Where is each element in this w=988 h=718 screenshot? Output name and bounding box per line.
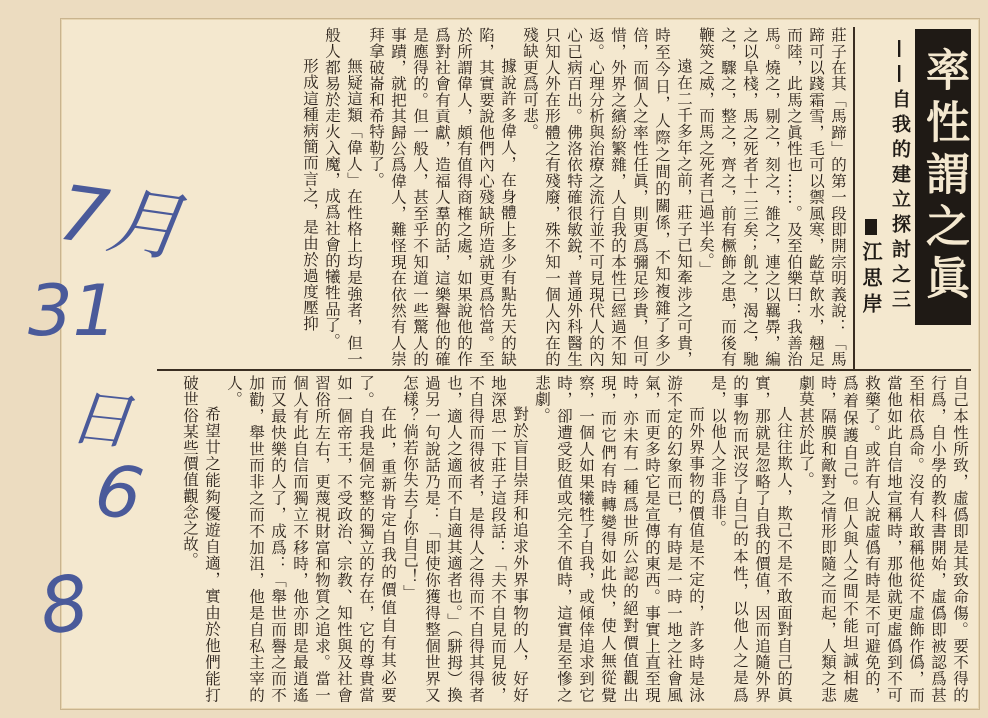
author-name: 江思岸 [859,241,883,319]
handwritten-year-suffix: 8 [34,557,95,652]
paragraph: 而外界事物的價值是不定的，許多時是泳游不定的幻象而已，有時是一時一地之社會風氣，而更多時它是宣傳的東西。事實上直至現時，亦未有一種爲世所公認的絕對價值觀出現，而它們有時轉變得如此快，使人無從覺察，一個人如果犧牲了自我，或傾倖追求到它時，卻遭受貶值或完全不值時，這實是至慘之悲劇。 [533,375,705,703]
lower-text-block [163,375,971,703]
section-divider [157,369,971,371]
paragraph: 形成這種病簡而言之，是由於過度壓抑 [301,58,319,332]
article-subtitle: ——自我的建立探討之三 [889,39,911,314]
handwritten-day: 31 [28,270,118,352]
paragraph: 人往往欺人，欺己不是不敢面對自己的眞實，那就是忽略了自我的價值，因而追隨外界的事物而泯沒了自己的本性，以他人之是爲是，以他人之非爲非。 [709,375,793,703]
author-marker-icon [865,219,877,235]
paragraph: 希望廿之能夠優遊自適，實由於他們能打破世俗某些價值觀念之故。 [181,375,221,703]
paragraph: 對於盲目崇拜和追求外界事物的人，好好地深思一下莊子這段話：「夫不自見而見彼，不自得而得彼者，是得人之得而不自得其得者也，適人之適而不自適其適者也。」（駢拇）換過另一句說話乃是：「即使你獲得整個世界又怎樣？倘若你失去了你自己！」 [401,375,529,703]
handwritten-day-mark: 日 [65,379,136,460]
paragraph: 無疑這類「偉人」在性格上均是強者，但一般人都易於走火入魔，成爲社會的犧牲品了。 [323,27,363,367]
paragraph: 遠在二千多年之前，莊子已知牽涉之可貴，時至今日，人際之間的關係，不知複雜了多少倍，而個人之率性任眞，則更爲彌足珍貴，但可惜，外界之繽紛繁雜，人自我的本性已經過不知返。心理分析與治療之流行並不可見現代人的內心已病百出。佛洛依特確很敏銳，普通外科醫生只知人外在形體之有殘廢，殊不知一個人內在的殘缺更爲可悲。 [521,27,693,367]
paragraph: 莊子在其「馬蹄」的第一段即開宗明義說：「馬蹄可以踐霜雪，毛可以禦風寒，齕草飲水，翹足而陸，此馬之眞性也……。及至伯樂曰：我善治馬。燒之，剔之，刻之，雒之，連之以羈馵，編之以阜棧，馬之死者十二三矣；飢之，渴之，馳之，驟之，整之，齊之，前有橛飾之患，而後有鞭筴之威，而馬之死者已過半矣。」 [697,27,847,367]
article-title: 率性謂之眞 [915,29,971,325]
handwritten-month: 7月 [53,167,190,274]
article-author [857,219,885,339]
paragraph: 自己本性所致，虛僞即是其致命傷。要不得的行爲，自小學的教科書開始，虛僞即被認爲甚至相依爲命。沒有人敢稱他從不虛飾作僞，而當他如此自信地宣稱時，那他就更虛僞到不可救藥了。或許有人說虛僞有時是不可避免的，爲着保護自己。但人與人之間不能坦誠相處時，隔膜和敵對之情形即隨之而起，人類之悲劇莫甚於此了。 [797,375,969,703]
paragraph: 據說許多偉人，在身體上多少有點先天的缺陷，其實要說他們內心殘缺所造就更爲恰當。至於所謂偉人，頗有值得商榷之處，如果說他的作爲對社會有貢獻，造福人羣的話，這樂譽他的確是應得的。但一般人，甚至乎不知道一些驚人的事蹟，就把其歸公爲偉人，難怪現在依然有人崇拜拿破崙和希特勒了。 [367,27,517,367]
newspaper-clipping [60,18,980,710]
paragraph: 在此，重新肯定自我的價值自有其必要了。自我是個完整的獨立的存在，它的尊貴當如一個帝王，不受政治、宗教、知性與及社會習俗所左右，更蔑視財富和物質之追求。當一個人有此自信而獨立不移時，他亦即是最逍遙而又最快樂的人了，成爲：「舉世而譽之而不加勸，舉世而非之而不加沮，他是自私主宰的人。 [225,375,397,703]
upper-text-block [159,27,849,367]
handwritten-year-prefix: 6 [89,446,149,538]
column-divider [853,27,855,369]
